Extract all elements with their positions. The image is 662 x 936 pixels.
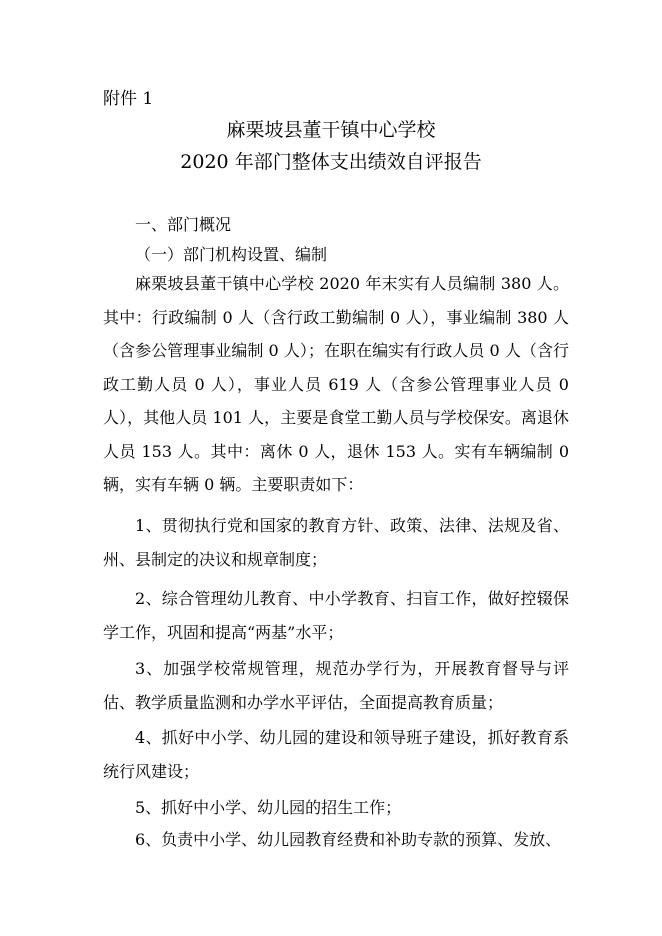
subsection-heading: （一）部门机构设置、编制 bbox=[135, 245, 328, 264]
section-heading: 一、部门概况 bbox=[135, 215, 232, 234]
duty-item-1: 1、贯彻执行党和国家的教育方针、政策、法律、法规及省、州、县制定的决议和规章制度； bbox=[103, 516, 569, 569]
duty-item-6: 6、负责中小学、幼儿园教育经费和补助专款的预算、发放、 bbox=[135, 830, 562, 849]
duty-item-4: 4、抓好中小学、幼儿园的建设和领导班子建设，抓好教育系统行风建设； bbox=[103, 728, 569, 781]
intro-paragraph: 麻栗坡县董干镇中心学校 2020 年末实有人员编制 380 人。其中：行政编制 0 人（含行政工勤编制 0 人），事业编制 380 人（含参公管理事业编制 0 人）；在职在编实有行政人员 0 人（含行政工勤人员 0 人），事业人员 619 人（含参公管理事业人员 0 人），其他人员 101 人，主要是食堂工勤人员与学校保安。离退休人员 153 人。其中：离休 0 人，退休 153 人。实有车辆编制 0 辆，实有车辆 0 辆。主要职责如下： bbox=[103, 274, 569, 494]
report-title-line-2: 2020 年部门整体支出绩效自评报告 bbox=[180, 151, 482, 173]
report-title-line-1: 麻栗坡县董干镇中心学校 bbox=[226, 119, 436, 141]
duty-item-2: 2、综合管理幼儿教育、中小学教育、扫盲工作，做好控辍保学工作，巩固和提高“两基”水平； bbox=[103, 589, 569, 642]
duty-item-3: 3、加强学校常规管理，规范办学行为，开展教育督导与评估、教学质量监测和办学水平评估，全面提高教育质量； bbox=[103, 659, 569, 712]
duty-item-5: 5、抓好中小学、幼儿园的招生工作； bbox=[135, 798, 402, 817]
attachment-label: 附件 1 bbox=[103, 89, 154, 109]
